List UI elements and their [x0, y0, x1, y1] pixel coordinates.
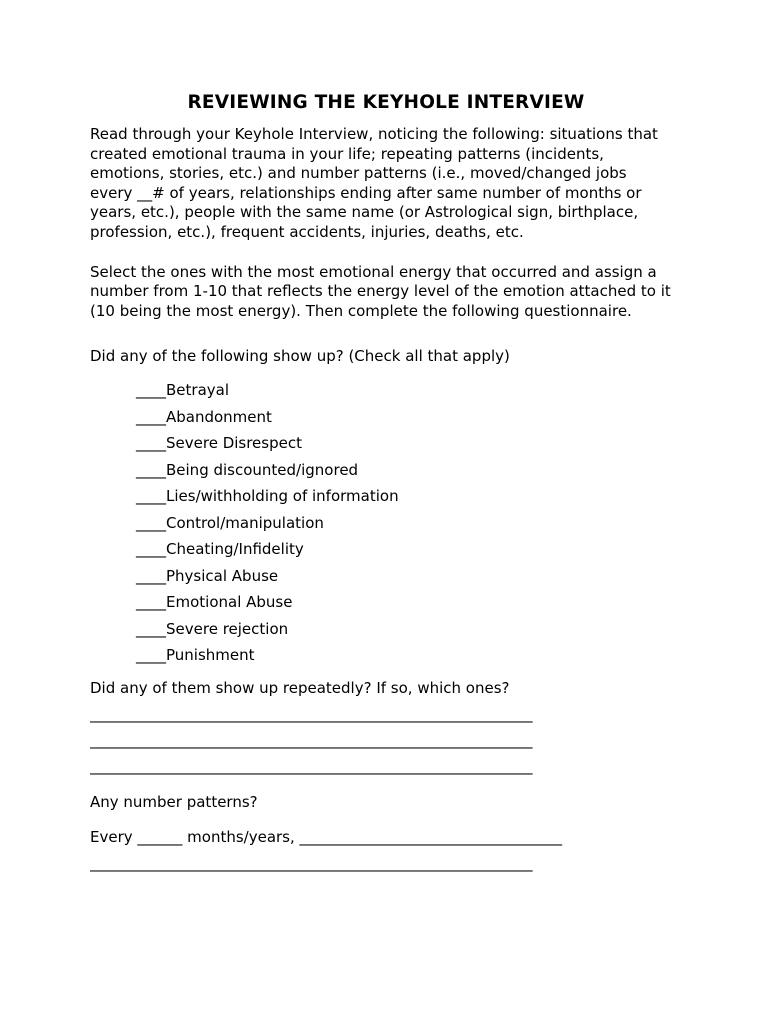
question-repeatedly: Did any of them show up repeatedly? If so, which ones? — [90, 678, 510, 697]
checklist-item-betrayal[interactable]: ____Betrayal — [136, 381, 229, 400]
checklist — [136, 380, 690, 672]
page-title: REVIEWING THE KEYHOLE INTERVIEW — [187, 92, 585, 113]
question-show-up: Did any of the following show up? (Check all that apply) — [90, 347, 510, 366]
document-page — [90, 92, 690, 876]
checklist-item-abandonment[interactable]: ____Abandonment — [136, 407, 272, 426]
checklist-item-being-discounted[interactable]: ____Being discounted/ignored — [136, 460, 359, 479]
checklist-item-severe-rejection[interactable]: ____Severe rejection — [136, 619, 289, 638]
answer-line[interactable]: ___________________________________________________________ — [90, 730, 533, 749]
intro-paragraph: Read through your Keyhole Interview, noticing the following: situations that created emotional trauma in your life; repeating patterns (incidents, emotions, stories, etc.) and number patterns (i.e., moved/changed jobs every __# of years, relationships ending after same number of months or years, etc.), people with the same name (or Astrological sign, birthplace, profession, etc.), frequent accidents, injuries, deaths, etc. — [90, 125, 658, 241]
checklist-item-punishment[interactable]: ____Punishment — [136, 646, 255, 665]
question-number-patterns: Any number patterns? — [90, 792, 258, 811]
checklist-item-cheating[interactable]: ____Cheating/Infidelity — [136, 540, 304, 559]
every-months-years-line[interactable]: Every ______ months/years, ___________________________________ — [90, 827, 563, 846]
answer-line[interactable]: ___________________________________________________________ — [90, 704, 533, 723]
checklist-item-physical-abuse[interactable]: ____Physical Abuse — [136, 566, 279, 585]
answer-line[interactable]: ___________________________________________________________ — [90, 756, 533, 775]
final-answer-line[interactable]: ___________________________________________________________ — [90, 853, 533, 872]
checklist-item-emotional-abuse[interactable]: ____Emotional Abuse — [136, 593, 293, 612]
checklist-item-lies[interactable]: ____Lies/withholding of information — [136, 487, 399, 506]
checklist-item-severe-disrespect[interactable]: ____Severe Disrespect — [136, 434, 302, 453]
select-paragraph: Select the ones with the most emotional energy that occurred and assign a number from 1-10 that reflects the energy level of the emotion attached to it (10 being the most energy). Then complete the following questionnaire. — [90, 262, 671, 320]
checklist-item-control[interactable]: ____Control/manipulation — [136, 513, 324, 532]
answer-lines — [90, 701, 690, 779]
